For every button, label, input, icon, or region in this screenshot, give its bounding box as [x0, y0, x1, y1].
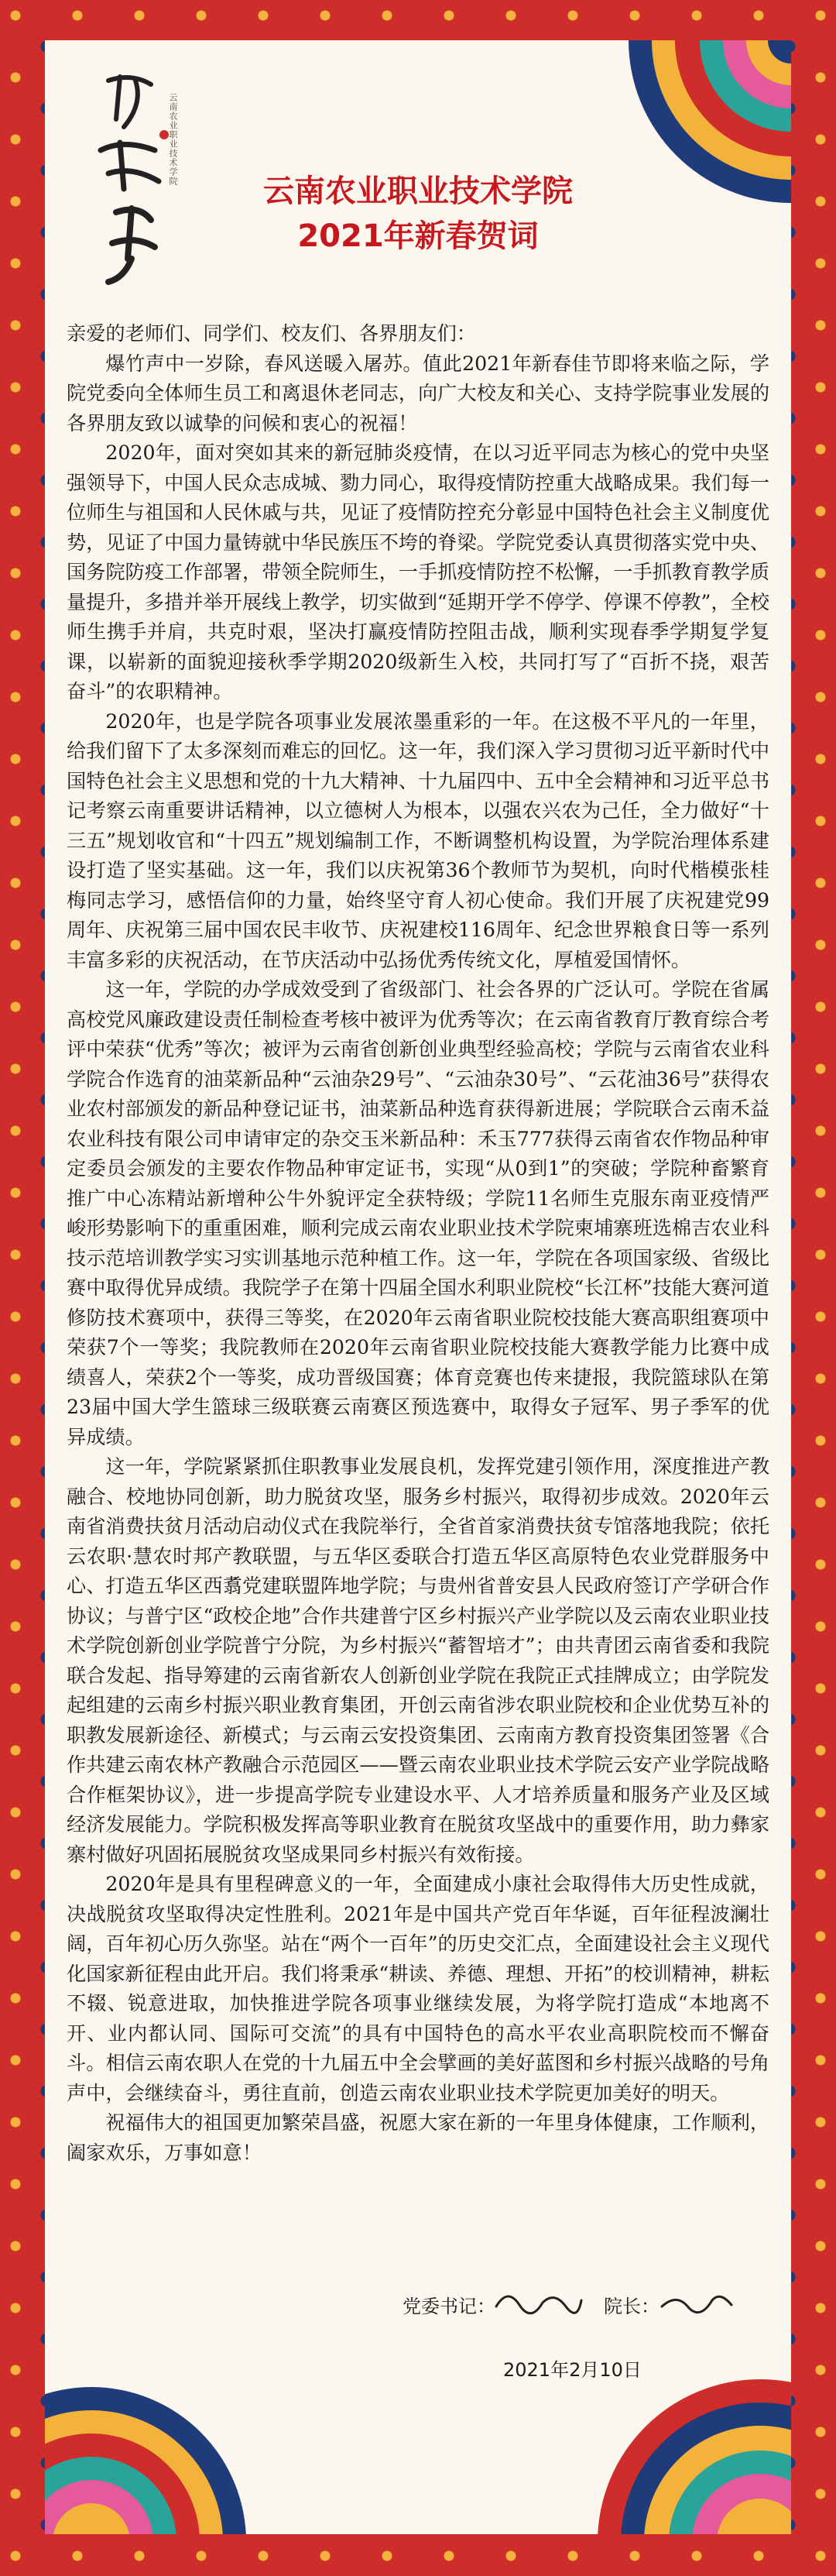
letter-date: 2021年2月10日 [503, 2359, 642, 2381]
paragraph: 祝福伟大的祖国更加繁荣昌盛，祝愿大家在新的一年里身体健康，工作顺利，阖家欢乐，万事如意！ [67, 2111, 769, 2164]
greeting: 亲爱的老师们、同学们、校友们、各界朋友们： [67, 322, 476, 345]
page-subtitle: 2021年新春贺词 [297, 218, 539, 254]
president-signature-icon [658, 2285, 735, 2324]
party-secretary-signature-icon [492, 2283, 585, 2322]
logo-subtext: 云南农业职业技术学院 [168, 93, 178, 186]
paragraph: 这一年，学院紧紧抓住职教事业发展良机，发挥党建引领作用，深度推进产教融合、校地协同创新，助力脱贫攻坚，服务乡村振兴，取得初步成效。2020年云南省消费扶贫月活动启动仪式在我院举行，全省首家消费扶贫专馆落地我院；依托云农职·慧农时邦产教联盟，与五华区委联合打造五华区高原特色农业党群服务中心、打造五华区西翥党建联盟阵地学院；与贵州省普安县人民政府签订产学研合作协议；与普宁区“政校企地”合作共建普宁区乡村振兴产业学院以及云南农业职业技术学院创新创业学院普宁分院，为乡村振兴“蓄智培才”；由共青团云南省委和我院联合发起、指导筹建的云南省新农人创新创业学院在我院正式挂牌成立；由学院发起组建的云南乡村振兴职业教育集团，开创云南省涉农职业院校和企业优势互补的职教发展新途径、新模式；与云南云安投资集团、云南南方教育投资集团签署《合作共建云南农林产教融合示范园区——暨云南农业职业技术学院云安产业学院战略合作框架协议》，进一步提高学院专业建设水平、人才培养质量和服务产业及区域经济发展能力。学院积极发挥高等职业教育在脱贫攻坚战中的重要作用，助力彝家寨村做好巩固拓展脱贫攻坚成果同乡村振兴有效衔接。 [67, 1455, 769, 1866]
page-title: 云南农业职业技术学院 [263, 173, 573, 209]
letter-body [67, 319, 769, 2168]
paragraph: 2020年是具有里程碑意义的一年，全面建成小康社会取得伟大历史性成就，决战脱贫攻坚取得决定性胜利。2021年是中国共产党百年华诞，百年征程波澜壮阔，百年初心历久弥坚。站在“两个一百年”的历史交汇点，全面建设社会主义现代化国家新征程由此开启。我们将秉承“耕读、养德、理想、开拓”的校训精神，耕耘不辍、锐意进取，加快推进学院各项事业继续发展，为将学院打造成“本地离不开、业内都认同、国际可交流”的具有中国特色的高水平农业高职院校而不懈奋斗。相信云南农职人在党的十九届五中全会擘画的美好蓝图和乡村振兴战略的号角声中，会继续奋斗，勇往直前，创造云南农业职业技术学院更加美好的明天。 [67, 1873, 769, 2104]
signature-block [0, 2283, 836, 2330]
ornament-bottom-right [466, 2364, 791, 2534]
party-secretary-label: 党委书记： [403, 2296, 495, 2317]
paragraph: 2020年，面对突如其来的新冠肺炎疫情，在以习近平同志为核心的党中央坚强领导下，中国人民众志成城、勠力同心，取得疫情防控重大战略成果。我们每一位师生与祖国和人民休戚与共，见证了疫情防控充分彰显中国特色社会主义制度优势，见证了中国力量铸就中华民族压不垮的脊梁。学院党委认真贯彻落实党中央、国务院防疫工作部署，带领全院师生，一手抓疫情防控不松懈，一手抓教育教学质量提升，多措并举开展线上教学，切实做到“延期开学不停学、停课不停教”，全校师生携手并肩，共克时艰，坚决打赢疫情防控阻击战，顺利实现春季学期复学复课，以崭新的面貌迎接秋季学期2020级新生入校，共同打写了“百折不挠，艰苦奋斗”的农职精神。 [67, 441, 769, 702]
paragraph: 2020年，也是学院各项事业发展浓墨重彩的一年。在这极不平凡的一年里，给我们留下了太多深刻而难忘的回忆。这一年，我们深入学习贯彻习近平新时代中国特色社会主义思想和党的十九大精神、十九届四中、五中全会精神和习近平总书记考察云南重要讲话精神，以立德树人为根本，以强农兴农为己任，全力做好“十三五”规划收官和“十四五”规划编制工作，不断调整机构设置，为学院治理体系建设打造了坚实基础。这一年，我们以庆祝第36个教师节为契机，向时代楷模张桂梅同志学习，感悟信仰的力量，始终坚守育人初心使命。我们开展了庆祝建党99周年、庆祝第三届中国农民丰收节、庆祝建校116周年、纪念世界粮食日等一系列丰富多彩的庆祝活动，在节庆活动中弘扬优秀传统文化，厚植爱国情怀。 [67, 709, 769, 971]
ornament-bottom-left [45, 2364, 370, 2534]
president-label: 院长： [604, 2296, 660, 2317]
paragraph: 爆竹声中一岁除，春风送暖入屠苏。值此2021年新春佳节即将来临之际，学院党委向全体师生员工和离退休老同志，向广大校友和关心、支持学院事业发展的各界朋友致以诚挚的问候和衷心的祝福！ [67, 352, 769, 434]
paragraph: 这一年，学院的办学成效受到了省级部门、社会各界的广泛认可。学院在省属高校党风廉政建设责任制检查考核中被评为优秀等次；在云南省教育厅教育综合考评中荣获“优秀”等次；被评为云南省创新创业典型经验高校；学院与云南省农业科学院合作选育的油菜新品种“云油杂29号”、“云油杂30号”、“云花油36号”获得农业农村部颁发的新品种登记证书，油菜新品种选育获得新进展；学院联合云南禾益农业科技有限公司申请审定的杂交玉米新品种：禾玉777获得云南省农作物品种审定委员会颁发的主要农作物品种审定证书，实现“从0到1”的突破；学院种畜繁育推广中心冻精站新增种公牛外貌评定全获特级；学院11名师生克服东南亚疫情严峻形势影响下的重重困难，顺利完成云南农业职业技术学院柬埔寨班选棉吉农业科技示范培训教学实习实训基地示范种植工作。这一年，学院在各项国家级、省级比赛中取得优异成绩。我院学子在第十四届全国水利职业院校“长江杯”技能大赛河道修防技术赛项中，获得三等奖，在2020年云南省职业院校技能大赛高职组赛项中荣获7个一等奖；我院教师在2020年云南省职业院校技能大赛教学能力比赛中成绩喜人，荣获2个一等奖，成功晋级国赛；体育竞赛也传来捷报，我院篮球队在第23届中国大学生篮球三级联赛云南赛区预选赛中，取得女子冠军、男子季军的优异成绩。 [67, 978, 769, 1448]
